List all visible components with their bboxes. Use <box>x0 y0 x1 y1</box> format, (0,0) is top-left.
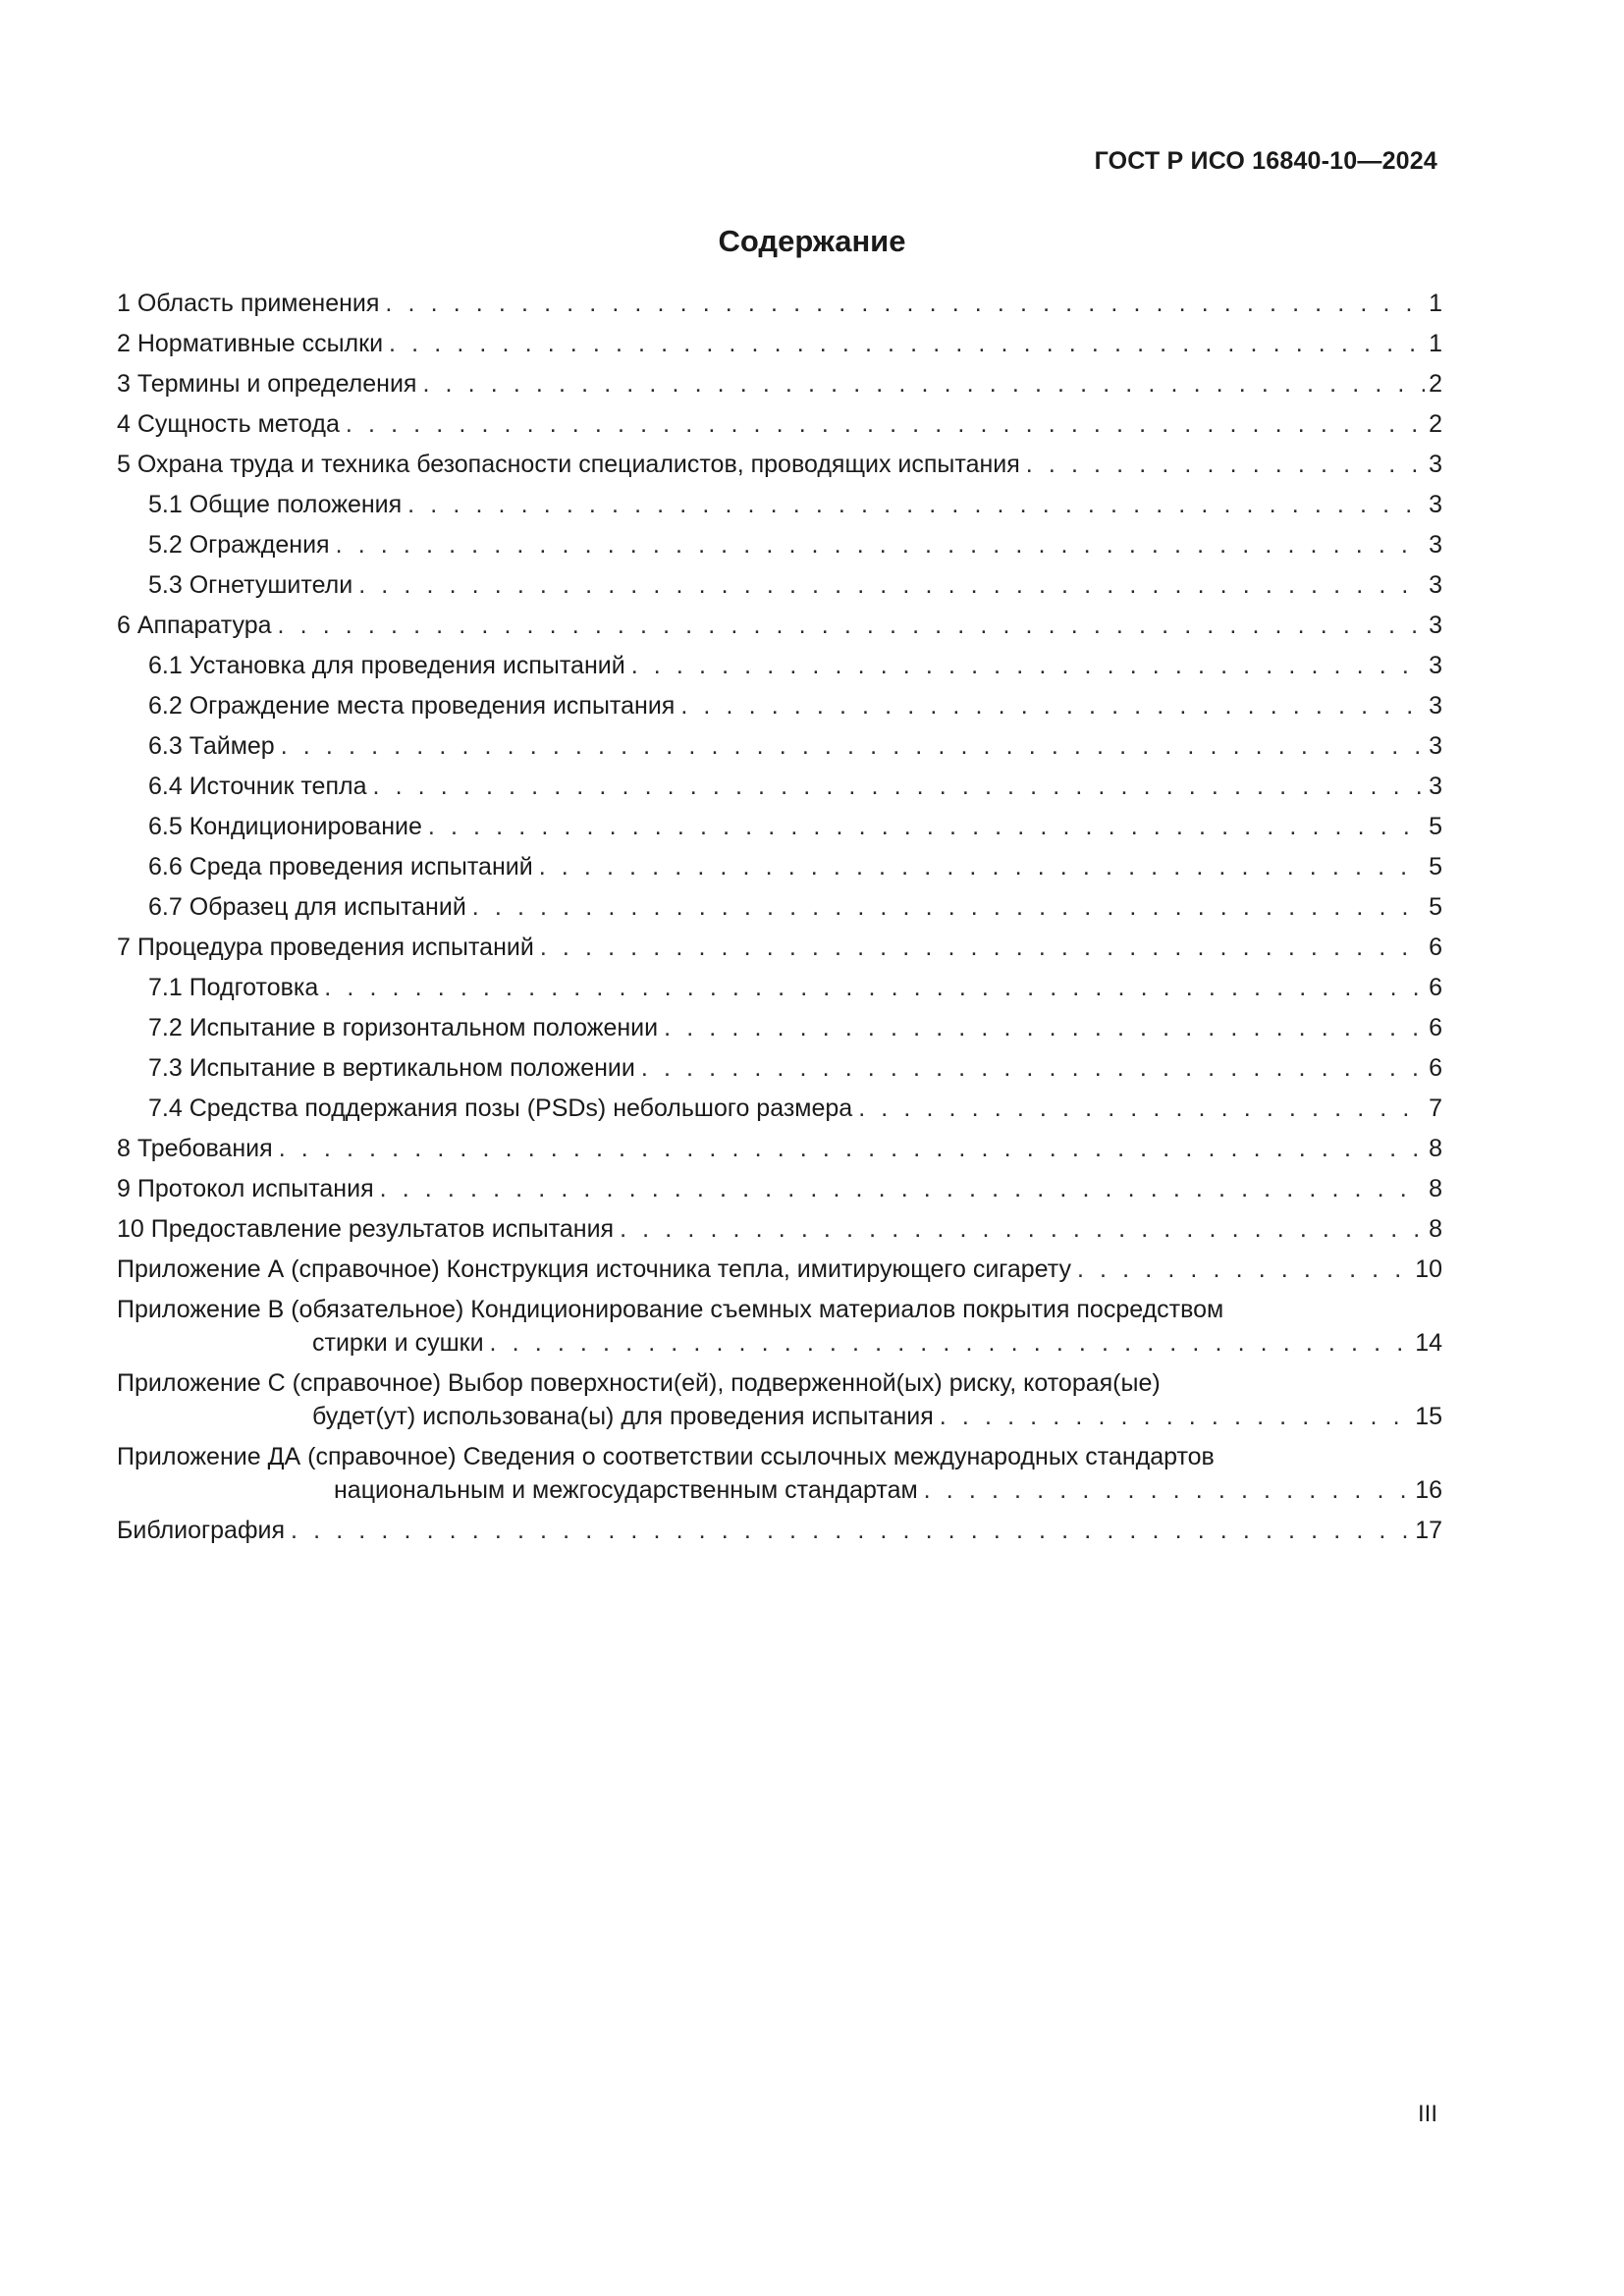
toc-entry-6-2[interactable] <box>117 689 1442 722</box>
toc-entry-4[interactable] <box>117 407 1442 441</box>
toc-entry-page: 3 <box>1429 531 1442 559</box>
toc-entry-text: 10 Предоставление результатов испытания <box>117 1215 615 1243</box>
toc-entry-text: 5.3 Огнетушители <box>148 571 353 599</box>
toc-entry-page: 8 <box>1429 1175 1442 1202</box>
toc-entry-page: 15 <box>1415 1403 1442 1430</box>
dot-leader <box>278 609 1426 642</box>
dot-leader <box>372 770 1425 803</box>
toc-entry-page: 14 <box>1415 1329 1442 1357</box>
toc-entry-6[interactable] <box>117 609 1442 642</box>
dot-leader <box>422 367 1425 400</box>
dot-leader <box>291 1514 1411 1547</box>
toc-entry-page: 6 <box>1429 1054 1442 1082</box>
toc-entry-text-continued: национальным и межгосударственным стандартам <box>334 1476 918 1504</box>
toc-entry-page: 7 <box>1429 1095 1442 1122</box>
toc-entry-text: Библиография <box>117 1517 286 1544</box>
toc-entry-9[interactable] <box>117 1172 1442 1205</box>
toc-entry-text: Приложение А (справочное) Конструкция источника тепла, имитирующего сигарету <box>117 1255 1071 1283</box>
toc-entry-6-1[interactable] <box>117 649 1442 682</box>
toc-entry-6-6[interactable] <box>117 850 1442 883</box>
toc-entry-text-continued: стирки и сушки <box>312 1329 484 1357</box>
toc-entry-6-5[interactable] <box>117 810 1442 843</box>
toc-entry-7-2[interactable] <box>117 1011 1442 1044</box>
toc-entry-10[interactable] <box>117 1212 1442 1246</box>
dot-leader <box>680 689 1425 722</box>
toc-entry-5-2[interactable] <box>117 528 1442 561</box>
toc-entry-text: 9 Протокол испытания <box>117 1175 374 1202</box>
dot-leader <box>407 488 1425 521</box>
toc-entry-page: 1 <box>1429 290 1442 317</box>
toc-entry-2[interactable] <box>117 327 1442 360</box>
toc-entry-annex-da[interactable] <box>117 1440 1442 1507</box>
toc-entry-bibliography[interactable] <box>117 1514 1442 1547</box>
dot-leader <box>858 1092 1425 1125</box>
toc-entry-text: 6.4 Источник тепла <box>148 773 367 800</box>
toc-entry-page: 3 <box>1429 692 1442 720</box>
toc-entry-text: 5.2 Ограждения <box>148 531 330 559</box>
dot-leader <box>490 1326 1412 1360</box>
toc-entry-page: 6 <box>1429 1014 1442 1041</box>
toc-entry-text: 5.1 Общие положения <box>148 491 403 518</box>
dot-leader <box>924 1473 1412 1507</box>
toc-entry-page: 5 <box>1429 893 1442 921</box>
dot-leader <box>620 1212 1425 1246</box>
toc-entry-page: 10 <box>1415 1255 1442 1283</box>
toc-entry-text: 6.2 Ограждение места проведения испытания <box>148 692 676 720</box>
dot-leader <box>279 1132 1425 1165</box>
toc-entry-text: 2 Нормативные ссылки <box>117 330 384 357</box>
toc-entry-page: 3 <box>1429 773 1442 800</box>
toc-entry-text: 6.6 Среда проведения испытаний <box>148 853 533 881</box>
dot-leader <box>324 971 1425 1004</box>
toc-entry-text: 5 Охрана труда и техника безопасности специалистов, проводящих испытания <box>117 451 1020 478</box>
toc-entry-text: 7.2 Испытание в горизонтальном положении <box>148 1014 659 1041</box>
toc-entry-text: 6.3 Таймер <box>148 732 275 760</box>
toc-entry-page: 3 <box>1429 451 1442 478</box>
dot-leader <box>1026 448 1425 481</box>
toc-entry-page: 2 <box>1429 370 1442 398</box>
toc-entry-text-continued: будет(ут) использована(ы) для проведения испытания <box>312 1403 934 1430</box>
toc-entry-text: 4 Сущность метода <box>117 410 340 438</box>
toc-entry-page: 2 <box>1429 410 1442 438</box>
toc-entry-page: 3 <box>1429 571 1442 599</box>
toc-entry-text: 6.5 Кондиционирование <box>148 813 422 840</box>
toc-entry-text: 3 Термины и определения <box>117 370 417 398</box>
dot-leader <box>664 1011 1425 1044</box>
toc-entry-7-1[interactable] <box>117 971 1442 1004</box>
toc-entry-1[interactable] <box>117 287 1442 320</box>
toc-entry-7-3[interactable] <box>117 1051 1442 1085</box>
dot-leader <box>631 649 1425 682</box>
dot-leader <box>472 890 1425 924</box>
dot-leader <box>539 850 1425 883</box>
table-of-contents <box>117 287 1442 1554</box>
toc-entry-page: 3 <box>1429 732 1442 760</box>
document-code: ГОСТ Р ИСО 16840-10—2024 <box>1094 147 1437 175</box>
toc-entry-page: 6 <box>1429 974 1442 1001</box>
toc-entry-6-7[interactable] <box>117 890 1442 924</box>
toc-entry-text: 8 Требования <box>117 1135 273 1162</box>
page-number: III <box>1417 2101 1437 2127</box>
dot-leader <box>940 1400 1411 1433</box>
toc-entry-page: 3 <box>1429 652 1442 679</box>
toc-entry-text: Приложение С (справочное) Выбор поверхности(ей), подверженной(ых) риску, которая(ые) <box>117 1369 1161 1397</box>
toc-entry-page: 5 <box>1429 813 1442 840</box>
toc-entry-annex-a[interactable] <box>117 1253 1442 1286</box>
toc-entry-6-4[interactable] <box>117 770 1442 803</box>
toc-entry-text: 6.1 Установка для проведения испытаний <box>148 652 625 679</box>
dot-leader <box>358 568 1425 602</box>
toc-entry-page: 8 <box>1429 1135 1442 1162</box>
toc-entry-page: 3 <box>1429 491 1442 518</box>
toc-entry-8[interactable] <box>117 1132 1442 1165</box>
toc-entry-5-3[interactable] <box>117 568 1442 602</box>
toc-entry-annex-c[interactable] <box>117 1366 1442 1433</box>
toc-entry-text: Приложение ДА (справочное) Сведения о соответствии ссылочных международных стандартов <box>117 1443 1215 1470</box>
toc-entry-page: 3 <box>1429 612 1442 639</box>
toc-entry-text: Приложение В (обязательное) Кондиционирование съемных материалов покрытия посредством <box>117 1296 1224 1323</box>
dot-leader <box>540 931 1425 964</box>
dot-leader <box>389 327 1425 360</box>
toc-entry-text: 7.3 Испытание в вертикальном положении <box>148 1054 635 1082</box>
toc-entry-text: 1 Область применения <box>117 290 380 317</box>
toc-entry-page: 5 <box>1429 853 1442 881</box>
toc-entry-5-1[interactable] <box>117 488 1442 521</box>
toc-entry-page: 16 <box>1415 1476 1442 1504</box>
toc-entry-page: 17 <box>1415 1517 1442 1544</box>
toc-entry-page: 8 <box>1429 1215 1442 1243</box>
dot-leader <box>281 729 1425 763</box>
toc-entry-6-3[interactable] <box>117 729 1442 763</box>
toc-title: Содержание <box>718 224 906 258</box>
dot-leader <box>428 810 1425 843</box>
toc-entry-7[interactable] <box>117 931 1442 964</box>
toc-entry-page: 1 <box>1429 330 1442 357</box>
toc-entry-annex-b[interactable] <box>117 1293 1442 1360</box>
dot-leader <box>641 1051 1425 1085</box>
toc-entry-text: 7.4 Средства поддержания позы (PSDs) небольшого размера <box>148 1095 853 1122</box>
toc-entry-text: 7.1 Подготовка <box>148 974 319 1001</box>
dot-leader <box>1077 1253 1411 1286</box>
toc-entry-3[interactable] <box>117 367 1442 400</box>
dot-leader <box>380 1172 1425 1205</box>
toc-entry-text: 6.7 Образец для испытаний <box>148 893 466 921</box>
toc-entry-text: 7 Процедура проведения испытаний <box>117 934 534 961</box>
toc-entry-5[interactable] <box>117 448 1442 481</box>
toc-entry-page: 6 <box>1429 934 1442 961</box>
toc-entry-text: 6 Аппаратура <box>117 612 272 639</box>
dot-leader <box>346 407 1425 441</box>
dot-leader <box>336 528 1425 561</box>
toc-entry-7-4[interactable] <box>117 1092 1442 1125</box>
dot-leader <box>385 287 1425 320</box>
